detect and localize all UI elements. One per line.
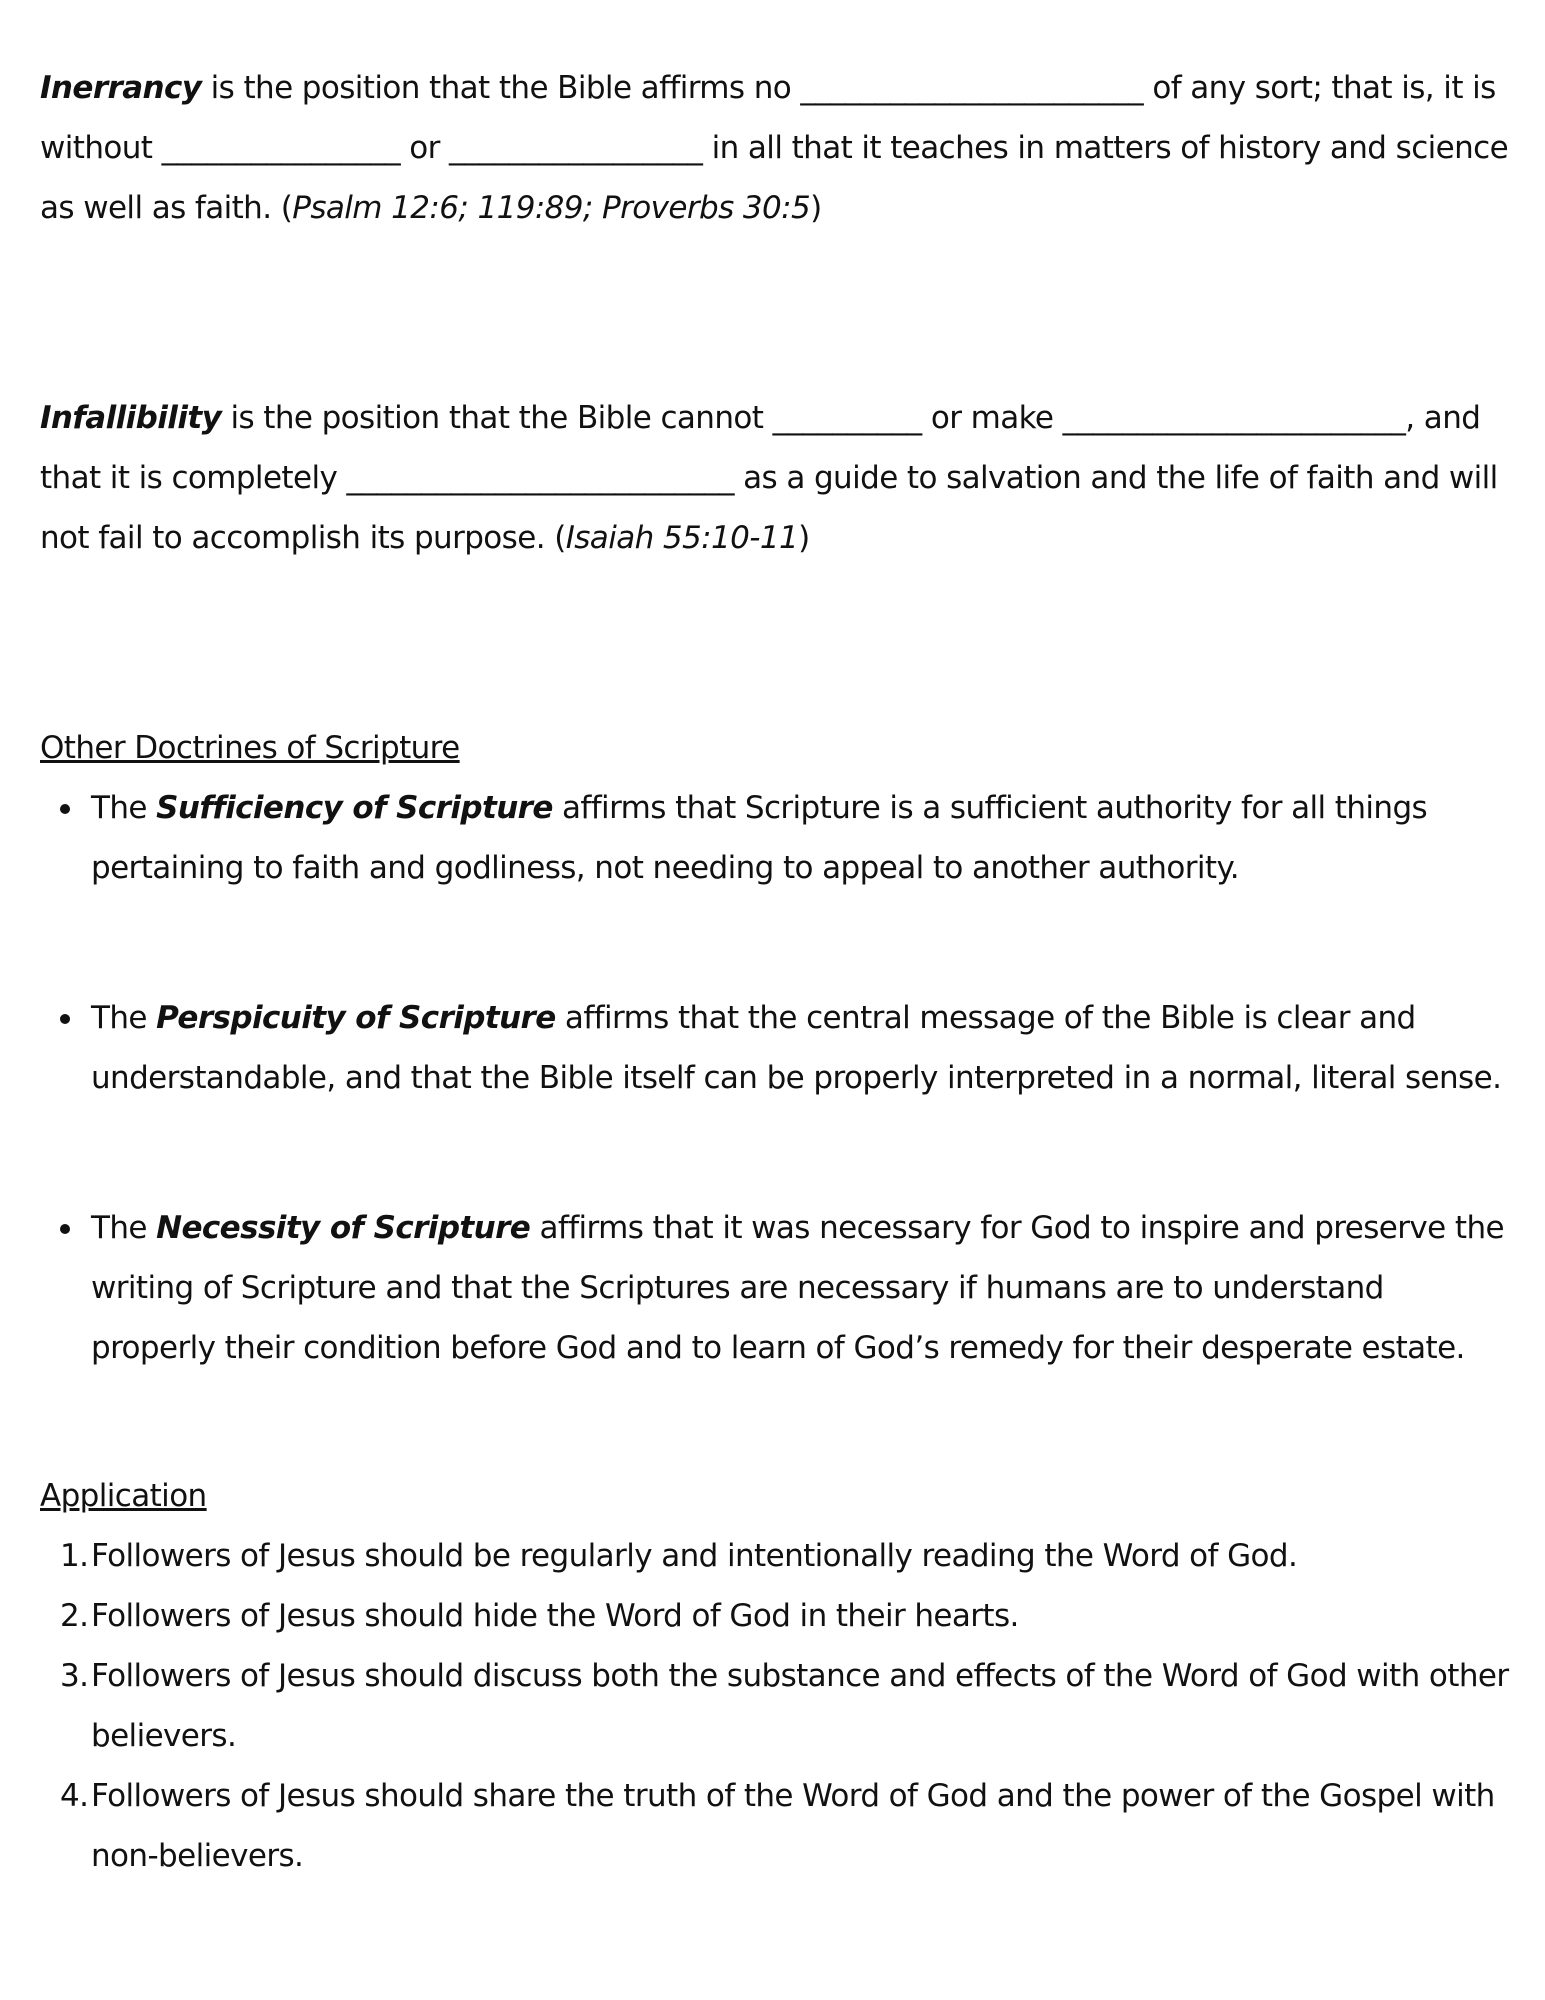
doctrine-text: affirms that the central message of the Bible is clear and understandable, and that the Bible itself can be properly interpreted in a normal, literal sense. — [91, 1000, 1502, 1096]
doctrine-term: Necessity of Scripture — [156, 1210, 531, 1246]
doctrine-item-sufficiency — [40, 778, 1510, 898]
doctrine-prefix: The — [91, 790, 157, 826]
doctrine-item-necessity — [40, 1198, 1510, 1378]
inerrancy-blank-2: ________________ — [161, 130, 400, 166]
application-item — [40, 1646, 1510, 1766]
application-item — [40, 1766, 1510, 1886]
bullet-dot-icon — [60, 804, 70, 814]
infallibility-blank-2: _______________________ — [1062, 400, 1406, 436]
infallibility-text-2: or make — [921, 400, 1063, 436]
item-number: 3. — [60, 1658, 89, 1694]
infallibility-blank-3: __________________________ — [346, 460, 734, 496]
item-text: Followers of Jesus should hide the Word of God in their hearts. — [91, 1598, 1019, 1634]
infallibility-term: Infallibility — [40, 400, 222, 436]
doctrine-text: affirms that Scripture is a sufficient authority for all things pertaining to faith and godliness, not needing to appeal to another authority. — [91, 790, 1428, 886]
item-number: 4. — [60, 1778, 89, 1814]
application-heading: Application — [40, 1478, 207, 1514]
infallibility-paragraph — [40, 388, 1510, 568]
item-number: 2. — [60, 1598, 89, 1634]
inerrancy-blank-3: _________________ — [449, 130, 703, 166]
inerrancy-text-3: or — [400, 130, 450, 166]
inerrancy-blank-1: _______________________ — [800, 70, 1144, 106]
doctrines-list — [40, 778, 1510, 1378]
application-item — [40, 1586, 1510, 1646]
doctrine-term: Sufficiency of Scripture — [156, 790, 553, 826]
infallibility-text-4: as a guide to salvation and the life of faith and will not fail to accomplish its purpose. ( — [40, 460, 1498, 556]
infallibility-text-5: ) — [798, 520, 810, 556]
bullet-dot-icon — [60, 1224, 70, 1234]
section-spacer — [40, 1378, 1510, 1466]
item-number: 1. — [60, 1538, 89, 1574]
inerrancy-text-1: is the position that the Bible affirms no — [201, 70, 801, 106]
doctrine-prefix: The — [91, 1000, 157, 1036]
infallibility-text-3: , and that it is completely — [40, 400, 1481, 496]
doctrine-term: Perspicuity of Scripture — [156, 1000, 556, 1036]
doctrine-text: affirms that it was necessary for God to inspire and preserve the writing of Scripture and that the Scriptures are necessary if humans are to understand properly their condition before God and to learn of God’s remedy for their desperate estate. — [91, 1210, 1504, 1366]
inerrancy-term: Inerrancy — [40, 70, 202, 106]
bullet-dot-icon — [60, 1014, 70, 1024]
inerrancy-text-2: of any sort; that is, it is without — [40, 70, 1496, 166]
inerrancy-paragraph — [40, 58, 1510, 238]
list-spacer — [40, 898, 1510, 988]
item-text: Followers of Jesus should be regularly and intentionally reading the Word of God. — [91, 1538, 1298, 1574]
item-text: Followers of Jesus should share the truth of the Word of God and the power of the Gospel with non-believers. — [91, 1778, 1495, 1874]
inerrancy-citation: Psalm 12:6; 119:89; Proverbs 30:5 — [292, 190, 811, 226]
item-text: Followers of Jesus should discuss both the substance and effects of the Word of God with other believers. — [91, 1658, 1509, 1754]
application-list — [40, 1526, 1510, 1886]
section-spacer — [40, 568, 1510, 718]
infallibility-blank-1: __________ — [772, 400, 922, 436]
document-page — [40, 58, 1510, 1886]
infallibility-text-1: is the position that the Bible cannot — [221, 400, 773, 436]
inerrancy-text-4: in all that it teaches in matters of history and science as well as faith. ( — [40, 130, 1509, 226]
inerrancy-text-5: ) — [810, 190, 822, 226]
doctrine-prefix: The — [91, 1210, 157, 1246]
doctrine-item-perspicuity — [40, 988, 1510, 1108]
other-doctrines-heading: Other Doctrines of Scripture — [40, 730, 460, 766]
section-spacer — [40, 238, 1510, 388]
application-item — [40, 1526, 1510, 1586]
list-spacer — [40, 1108, 1510, 1198]
infallibility-citation: Isaiah 55:10-11 — [565, 520, 799, 556]
